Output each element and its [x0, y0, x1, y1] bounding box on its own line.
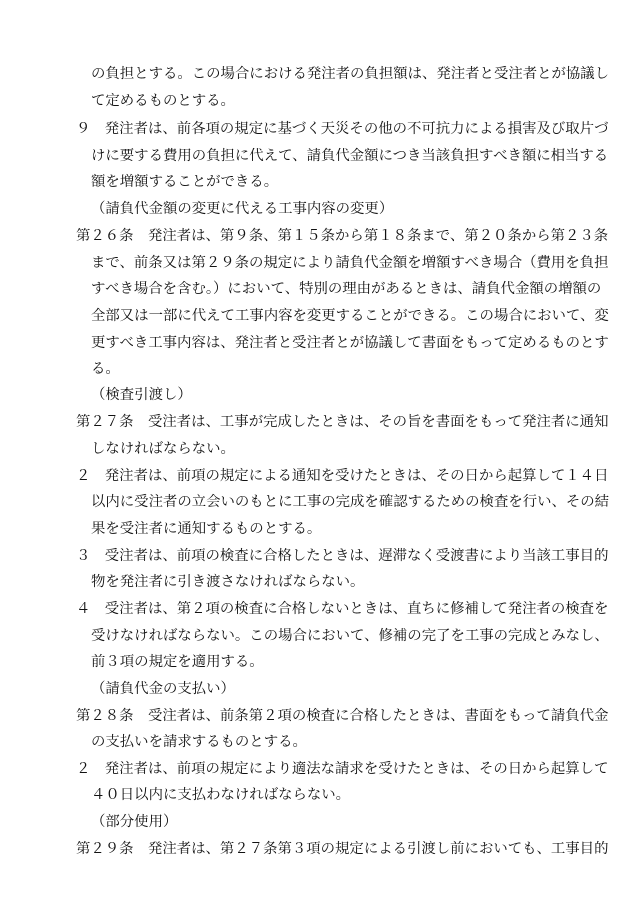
text-line: 第２８条 受注者は、前条第２項の検査に合格したときは、書面をもって請負代金: [76, 708, 609, 724]
text-line: ２ 発注者は、前項の規定により適法な請求を受けたときは、その日から起算して: [76, 761, 609, 777]
section-heading: （請負代金額の変更に代える工事内容の変更）: [91, 201, 394, 217]
section-heading: （請負代金の支払い）: [91, 681, 235, 697]
text-line: すべき場合を含む。）において、特別の理由があるときは、請負代金額の増額の: [91, 281, 602, 297]
text-line: 全部又は一部に代えて工事内容を変更することができる。この場合において、変: [91, 308, 609, 324]
text-line: の負担とする。この場合における発注者の負担額は、発注者と受注者とが協議し: [91, 66, 610, 82]
text-line: ４０日以内に支払わなければならない。: [91, 787, 351, 803]
text-line: ２ 発注者は、前項の規定による通知を受けたときは、その日から起算して１４日: [76, 468, 609, 484]
text-line: る。: [91, 361, 120, 377]
text-line: 第２９条 発注者は、第２７条第３項の規定による引渡し前においても、工事目的: [76, 841, 609, 857]
text-line: 以内に受注者の立会いのもとに工事の完成を確認するための検査を行い、その結: [91, 494, 610, 510]
section-heading: （検査引渡し）: [91, 387, 192, 403]
text-line: 第２６条 発注者は、第９条、第１５条から第１８条まで、第２０条から第２３条: [76, 228, 609, 244]
text-line: 第２７条 受注者は、工事が完成したときは、その旨を書面をもって発注者に通知: [76, 414, 609, 430]
text-line: 額を増額することができる。: [91, 174, 279, 190]
text-line: 物を発注者に引き渡さなければならない。: [91, 574, 365, 590]
text-line: けに要する費用の負担に代えて、請負代金額につき当該負担すべき額に相当する: [91, 148, 609, 164]
text-line: まで、前条又は第２９条の規定により請負代金額を増額すべき場合（費用を負担: [91, 255, 609, 271]
text-line: ３ 受注者は、前項の検査に合格したときは、遅滞なく受渡書により当該工事目的: [76, 548, 609, 564]
text-line: 前３項の規定を適用する。: [91, 654, 264, 670]
text-line: ４ 受注者は、第２項の検査に合格しないときは、直ちに修補して発注者の検査を: [76, 601, 609, 617]
text-line: しなければならない。: [91, 441, 235, 457]
text-line: ９ 発注者は、前各項の規定に基づく天災その他の不可抗力による損害及び取片づ: [76, 121, 609, 137]
text-line: 更すべき工事内容は、発注者と受注者とが協議して書面をもって定めるものとす: [91, 335, 609, 351]
text-line: 受けなければならない。この場合において、修補の完了を工事の完成とみなし、: [91, 628, 609, 644]
text-line: て定めるものとする。: [91, 93, 235, 109]
text-line: 果を受注者に通知するものとする。: [91, 521, 322, 537]
text-line: の支払いを請求するものとする。: [91, 734, 307, 750]
section-heading: （部分使用）: [91, 814, 178, 830]
